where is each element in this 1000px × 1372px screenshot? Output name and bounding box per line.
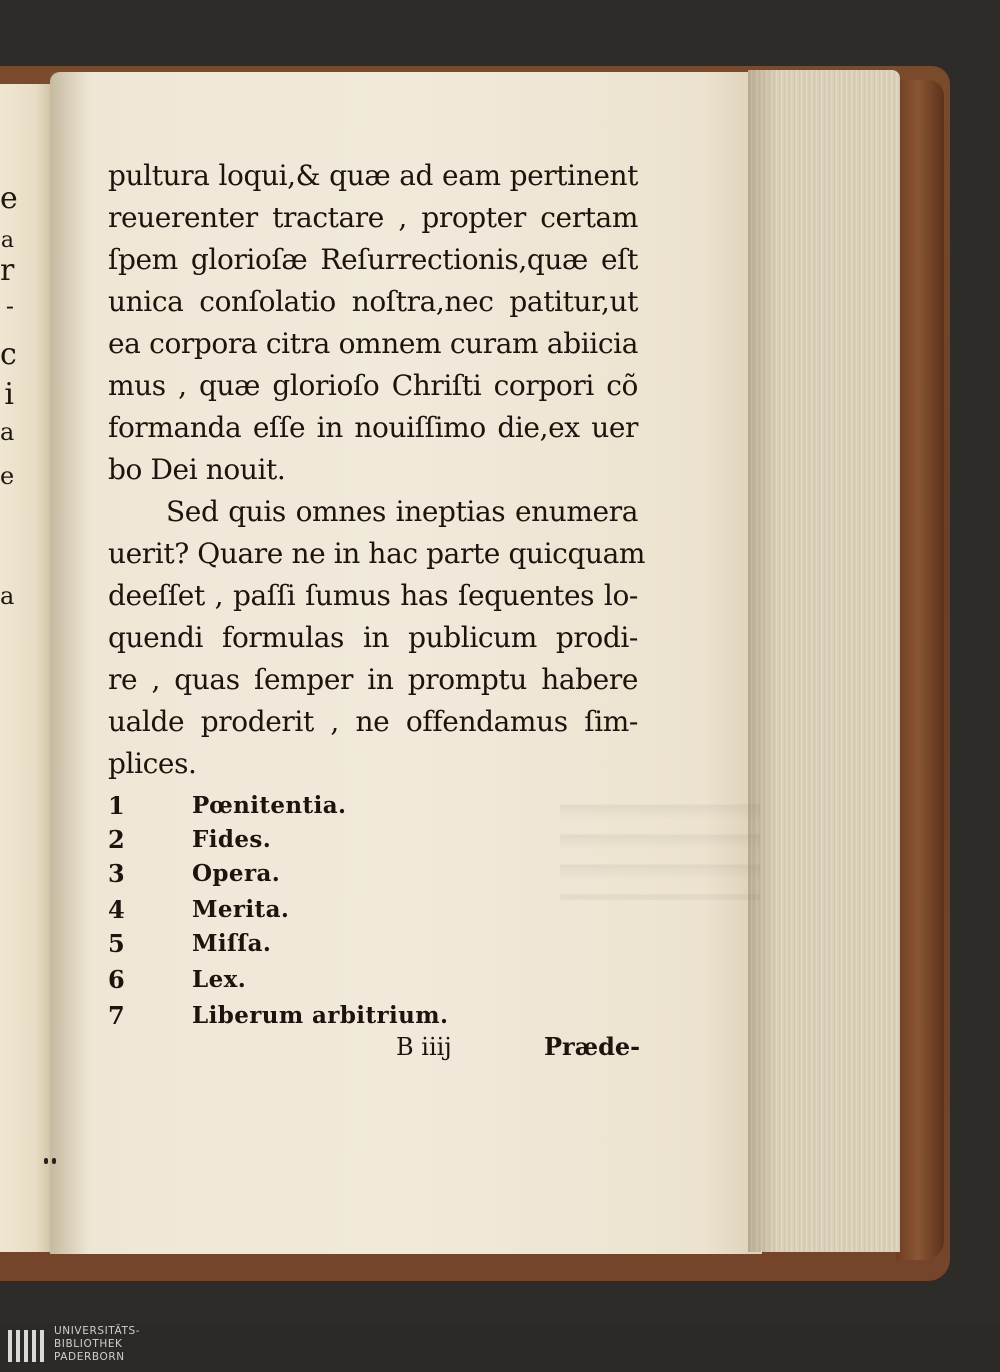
library-name-line: BIBLIOTHEK — [54, 1338, 123, 1350]
ink-show-through — [560, 790, 760, 900]
text-line: ea corpora citra omnem curam abiicia — [108, 327, 638, 360]
gutter-shadow — [50, 72, 90, 1254]
text-line: formanda eſſe in nouiſſimo die,ex uer — [108, 411, 638, 444]
library-footer-bar — [0, 1322, 1000, 1372]
catchword: Præde- — [544, 1032, 641, 1061]
text-line: plices. — [108, 747, 197, 780]
facing-page-fragment: c — [0, 337, 17, 372]
list-item-label: Merita. — [192, 896, 290, 923]
library-name-line: PADERBORN — [54, 1351, 125, 1363]
list-item-number: 5 — [108, 929, 125, 958]
text-line: mus , quæ glorioſo Chriſti corpori cõ — [108, 369, 638, 402]
list-item-number: 1 — [108, 791, 125, 820]
text-line: Sed quis omnes ineptias enumera — [166, 495, 638, 528]
text-line: uerit? Quare ne in hac parte quicquam — [108, 537, 646, 570]
facing-page-fragment: r — [0, 253, 15, 288]
list-item-label: Opera. — [192, 860, 281, 887]
page-block-shadow — [748, 70, 778, 1252]
text-line: pultura loqui,& quæ ad eam pertinent — [108, 159, 638, 192]
list-item-label: Miſſa. — [192, 930, 272, 957]
list-item-number: 2 — [108, 825, 125, 854]
library-name — [54, 1325, 140, 1364]
facing-page-fragment: i — [4, 377, 14, 412]
library-logo-icon — [4, 1324, 48, 1368]
list-item-label: Fides. — [192, 826, 272, 853]
list-item-number: 6 — [108, 965, 125, 994]
facing-page-fragment: e — [0, 462, 15, 490]
stitch-hole — [44, 1158, 48, 1164]
text-line: deeſſet , paſſi ſumus has ſequentes lo- — [108, 579, 638, 612]
text-line: reuerenter tractare , propter certam — [108, 201, 638, 234]
facing-page-fragment: - — [5, 292, 14, 320]
list-item-number: 3 — [108, 859, 125, 888]
cover-edge — [896, 80, 944, 1260]
text-line: unica conſolatio noſtra,nec patitur,ut — [108, 285, 638, 318]
facing-page — [0, 84, 52, 1252]
text-line: quendi formulas in publicum prodi- — [108, 621, 638, 654]
facing-page-fragment: a — [0, 418, 15, 446]
facing-page-fragment: e — [0, 181, 18, 216]
list-item-label: Pœnitentia. — [192, 792, 347, 819]
list-item-number: 7 — [108, 1001, 125, 1030]
list-item-label: Lex. — [192, 966, 247, 993]
text-line: ſpem glorioſæ Reſurrectionis,quæ eſt — [108, 243, 638, 276]
text-line: ualde proderit , ne offendamus ſim- — [108, 705, 638, 738]
signature-mark: B iiij — [396, 1033, 452, 1061]
facing-page-fragment: a — [0, 582, 15, 610]
stitch-hole — [52, 1158, 56, 1164]
list-item-number: 4 — [108, 895, 125, 924]
list-item-label: Liberum arbitrium. — [192, 1002, 449, 1029]
text-line: bo Dei nouit. — [108, 453, 286, 486]
text-line: re , quas ſemper in promptu habere — [108, 663, 638, 696]
library-name-line: UNIVERSITÄTS- — [54, 1325, 141, 1337]
facing-page-fragment: a — [0, 228, 14, 253]
